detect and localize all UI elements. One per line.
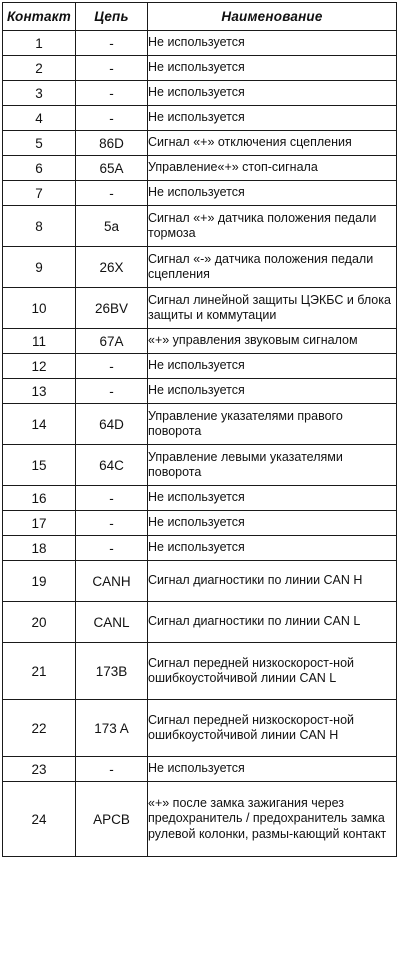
table-row [3, 379, 397, 404]
contact-cell: 18 [3, 536, 76, 561]
table-row [3, 329, 397, 354]
name-cell: Не используется [148, 486, 397, 511]
contact-cell: 10 [3, 288, 76, 329]
table-row [3, 206, 397, 247]
table-row [3, 247, 397, 288]
circuit-cell: - [76, 31, 148, 56]
header-row [3, 3, 397, 31]
circuit-cell: - [76, 536, 148, 561]
table-row [3, 445, 397, 486]
circuit-cell: 173 A [76, 700, 148, 757]
table-row [3, 156, 397, 181]
table-row [3, 56, 397, 81]
name-cell: Управление«+» стоп-сигнала [148, 156, 397, 181]
contact-cell: 24 [3, 782, 76, 857]
name-cell: Сигнал «+» отключения сцепления [148, 131, 397, 156]
circuit-cell: - [76, 757, 148, 782]
contact-cell: 2 [3, 56, 76, 81]
contact-cell: 19 [3, 561, 76, 602]
table-header [3, 3, 397, 31]
table-row [3, 354, 397, 379]
table-row [3, 643, 397, 700]
name-cell: Сигнал диагностики по линии CAN L [148, 602, 397, 643]
circuit-cell: 64C [76, 445, 148, 486]
contact-cell: 15 [3, 445, 76, 486]
name-cell: Не используется [148, 106, 397, 131]
contact-cell: 8 [3, 206, 76, 247]
contact-cell: 21 [3, 643, 76, 700]
circuit-cell: 67A [76, 329, 148, 354]
contact-cell: 7 [3, 181, 76, 206]
table-row [3, 700, 397, 757]
circuit-cell: 5a [76, 206, 148, 247]
table-row [3, 511, 397, 536]
table-row [3, 404, 397, 445]
circuit-cell: - [76, 181, 148, 206]
name-cell: Не используется [148, 81, 397, 106]
circuit-cell: 64D [76, 404, 148, 445]
name-cell: Сигнал линейной защиты ЦЭКБС и блока защиты и коммутации [148, 288, 397, 329]
circuit-cell: - [76, 106, 148, 131]
name-cell: Не используется [148, 379, 397, 404]
circuit-cell: - [76, 379, 148, 404]
circuit-cell: 86D [76, 131, 148, 156]
circuit-cell: 173B [76, 643, 148, 700]
name-cell: Не используется [148, 511, 397, 536]
name-cell: Не используется [148, 757, 397, 782]
table-body [3, 31, 397, 857]
circuit-cell: 65A [76, 156, 148, 181]
circuit-cell: - [76, 354, 148, 379]
name-cell: Сигнал «+» датчика положения педали тормоза [148, 206, 397, 247]
header-circuit: Цепь [76, 3, 148, 31]
contact-cell: 17 [3, 511, 76, 536]
name-cell: Не используется [148, 56, 397, 81]
pinout-table [2, 2, 397, 857]
table-row [3, 536, 397, 561]
table-row [3, 486, 397, 511]
contact-cell: 1 [3, 31, 76, 56]
name-cell: Сигнал «-» датчика положения педали сцепления [148, 247, 397, 288]
table-row [3, 757, 397, 782]
table-row [3, 602, 397, 643]
contact-cell: 4 [3, 106, 76, 131]
name-cell: Сигнал передней низкоскорост-ной ошибкоустойчивой линии CAN H [148, 700, 397, 757]
name-cell: «+» после замка зажигания через предохранитель / предохранитель замка рулевой колонки, размы-кающий контакт [148, 782, 397, 857]
circuit-cell: - [76, 81, 148, 106]
circuit-cell: - [76, 511, 148, 536]
name-cell: Сигнал передней низкоскорост-ной ошибкоустойчивой линии CAN L [148, 643, 397, 700]
contact-cell: 6 [3, 156, 76, 181]
contact-cell: 23 [3, 757, 76, 782]
name-cell: «+» управления звуковым сигналом [148, 329, 397, 354]
circuit-cell: APCB [76, 782, 148, 857]
header-contact: Контакт [3, 3, 76, 31]
contact-cell: 14 [3, 404, 76, 445]
table-row [3, 561, 397, 602]
table-row [3, 81, 397, 106]
contact-cell: 12 [3, 354, 76, 379]
circuit-cell: - [76, 56, 148, 81]
contact-cell: 16 [3, 486, 76, 511]
table-row [3, 288, 397, 329]
name-cell: Управление указателями правого поворота [148, 404, 397, 445]
name-cell: Сигнал диагностики по линии CAN H [148, 561, 397, 602]
circuit-cell: CANH [76, 561, 148, 602]
circuit-cell: 26X [76, 247, 148, 288]
circuit-cell: - [76, 486, 148, 511]
table-row [3, 181, 397, 206]
contact-cell: 11 [3, 329, 76, 354]
header-name: Наименование [148, 3, 397, 31]
circuit-cell: 26BV [76, 288, 148, 329]
contact-cell: 9 [3, 247, 76, 288]
name-cell: Не используется [148, 181, 397, 206]
name-cell: Не используется [148, 354, 397, 379]
contact-cell: 13 [3, 379, 76, 404]
table-row [3, 782, 397, 857]
name-cell: Не используется [148, 31, 397, 56]
contact-cell: 3 [3, 81, 76, 106]
contact-cell: 20 [3, 602, 76, 643]
name-cell: Управление левыми указателями поворота [148, 445, 397, 486]
circuit-cell: CANL [76, 602, 148, 643]
table-row [3, 31, 397, 56]
table-row [3, 106, 397, 131]
table-row [3, 131, 397, 156]
name-cell: Не используется [148, 536, 397, 561]
contact-cell: 22 [3, 700, 76, 757]
contact-cell: 5 [3, 131, 76, 156]
